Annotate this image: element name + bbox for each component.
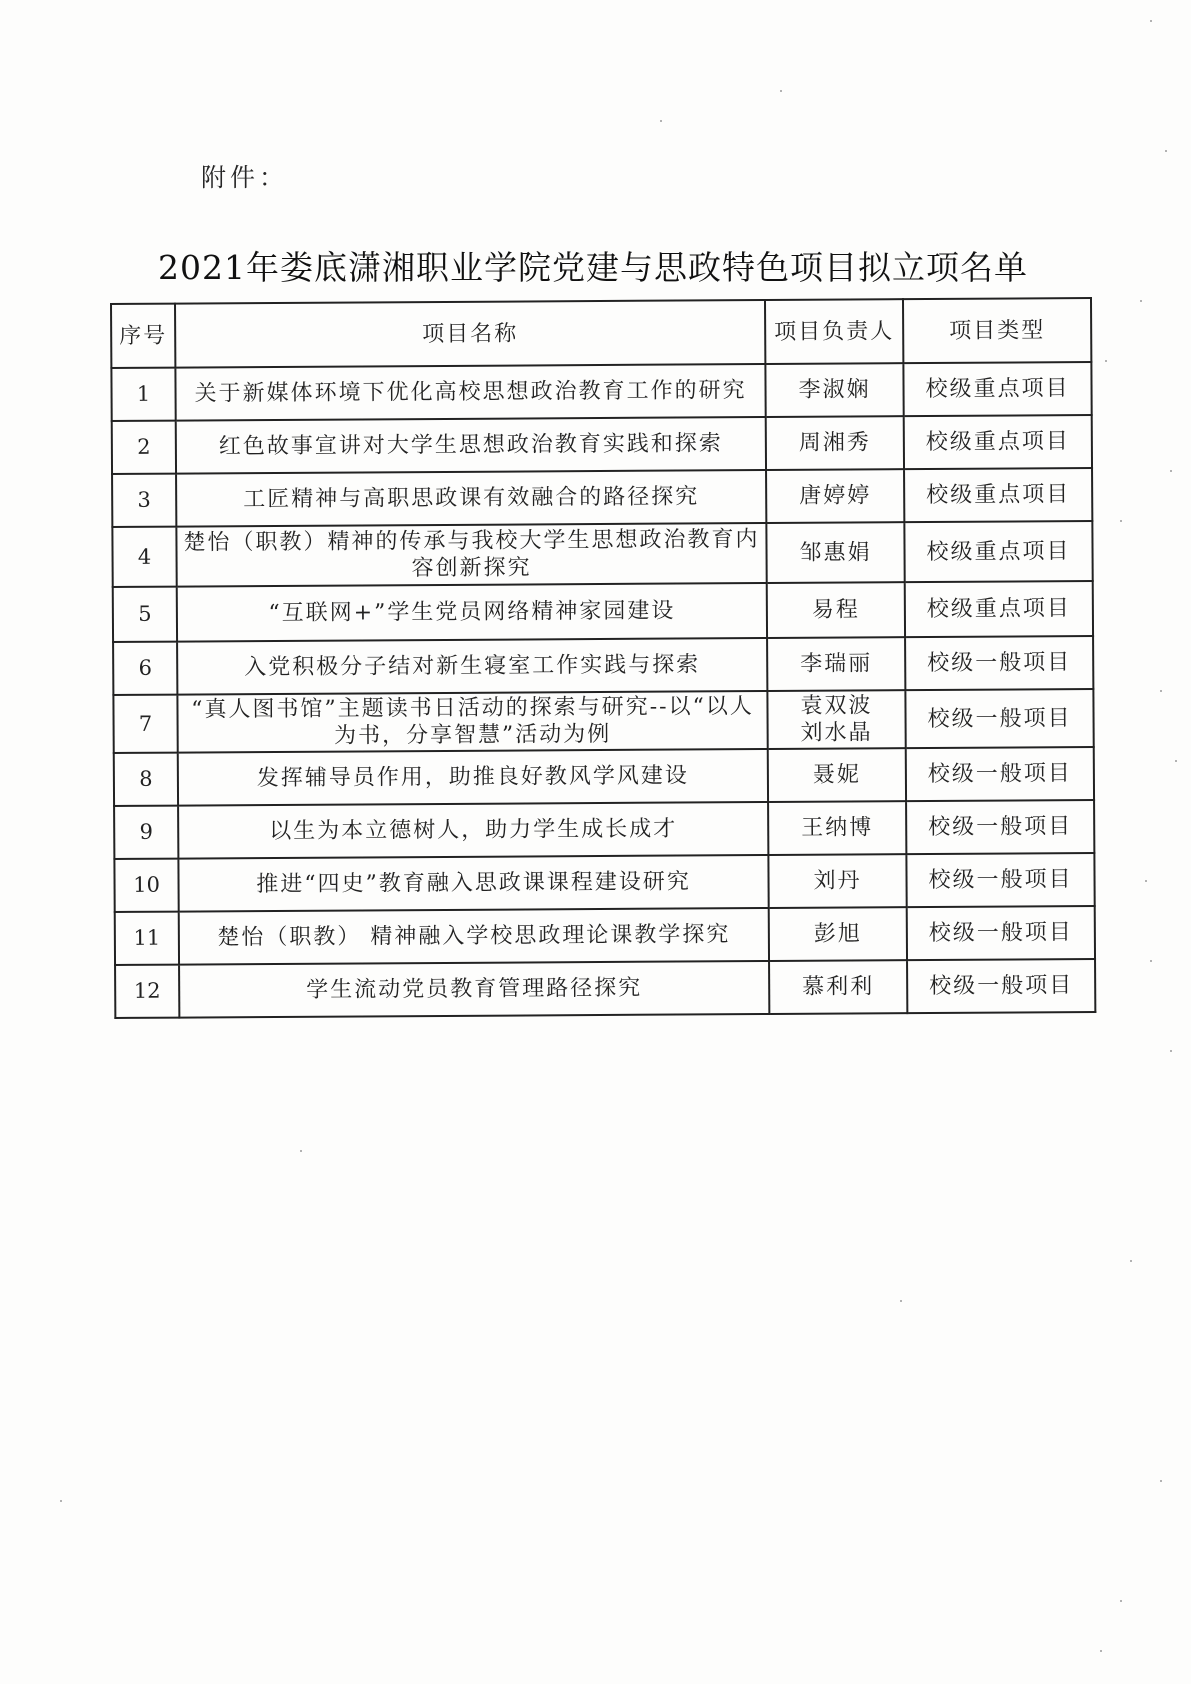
scan-speck: [1150, 960, 1152, 962]
cell-project-name: 楚怡（职教）精神的传承与我校大学生思想政治教育内容创新探究: [176, 523, 766, 587]
table-row: [115, 959, 1095, 1018]
table-row: [114, 747, 1094, 806]
scan-speck: [1100, 1650, 1102, 1652]
cell-leader: 李淑娴: [765, 363, 903, 417]
cell-no: 11: [115, 912, 179, 965]
cell-no: 9: [114, 806, 178, 859]
cell-project-type: 校级一般项目: [907, 959, 1095, 1013]
cell-no: 8: [114, 753, 178, 806]
cell-leader: [767, 690, 905, 749]
cell-project-name: 学生流动党员教育管理路径探究: [179, 961, 769, 1018]
header-project-type: 项目类型: [903, 298, 1091, 363]
cell-project-type: 校级重点项目: [905, 581, 1093, 637]
cell-leader: 邹惠娟: [766, 522, 904, 583]
table-row: [113, 581, 1093, 642]
cell-leader: 聂妮: [768, 748, 906, 802]
cell-project-name: 工匠精神与高职思政课有效融合的路径探究: [176, 470, 766, 527]
cell-project-name: 楚怡（职教） 精神融入学校思政理论课教学探究: [179, 908, 769, 965]
scan-speck: [1170, 1050, 1172, 1052]
cell-leader: 彭旭: [769, 907, 907, 961]
scan-speck: [900, 1300, 902, 1302]
table-header-row: [111, 298, 1091, 368]
table-row: [112, 415, 1092, 474]
cell-leader: 王纳博: [768, 801, 906, 855]
cell-project-type: 校级一般项目: [905, 636, 1093, 690]
cell-leader: 刘丹: [768, 854, 906, 908]
cell-no: 6: [113, 642, 177, 695]
scan-speck: [1120, 520, 1122, 522]
cell-project-name: 推进“四史”教育融入思政课课程建设研究: [178, 855, 768, 912]
scan-speck: [300, 1150, 302, 1152]
cell-project-name: “互联网+”学生党员网络精神家园建设: [177, 583, 767, 642]
cell-project-type: 校级重点项目: [904, 521, 1092, 582]
scan-speck: [1160, 690, 1162, 692]
scan-speck: [1140, 300, 1142, 302]
leader-name: 刘水晶: [800, 720, 873, 746]
cell-no: 2: [112, 421, 176, 474]
cell-leader: 李瑞丽: [767, 637, 905, 691]
cell-project-name: 关于新媒体环境下优化高校思想政治教育工作的研究: [175, 364, 765, 421]
cell-project-name: “真人图书馆”主题读书日活动的探索与研究--以“以人为书，分享智慧”活动为例: [177, 691, 767, 753]
scan-speck: [1120, 1600, 1122, 1602]
table-row: [112, 468, 1092, 527]
cell-no: 3: [112, 474, 176, 527]
table-row: [114, 853, 1094, 912]
scan-speck: [1105, 360, 1107, 362]
cell-project-type: 校级一般项目: [906, 747, 1094, 801]
cell-project-type: 校级一般项目: [907, 906, 1095, 960]
cell-project-type: 校级重点项目: [904, 468, 1092, 522]
table-row: [114, 800, 1094, 859]
table-body: [111, 362, 1095, 1018]
cell-no: 1: [111, 368, 175, 421]
cell-project-name: 发挥辅导员作用，助推良好教风学风建设: [178, 749, 768, 806]
cell-leader: 唐婷婷: [766, 469, 904, 523]
cell-no: 4: [112, 527, 176, 587]
scan-speck: [1165, 150, 1167, 152]
header-no: 序号: [111, 304, 175, 368]
scan-speck: [780, 90, 782, 92]
leader-name: 袁双波: [800, 693, 873, 719]
cell-project-name: 入党积极分子结对新生寝室工作实践与探索: [177, 638, 767, 695]
scan-speck: [660, 120, 662, 122]
cell-leader: 周湘秀: [766, 416, 904, 470]
header-leader: 项目负责人: [765, 299, 903, 364]
header-project-name: 项目名称: [175, 300, 765, 368]
cell-project-name: 红色故事宣讲对大学生思想政治教育实践和探索: [176, 417, 766, 474]
cell-project-type: 校级一般项目: [906, 800, 1094, 854]
scan-speck: [1150, 20, 1152, 22]
cell-no: 7: [113, 695, 177, 753]
scan-speck: [1175, 760, 1177, 762]
cell-leader: 易程: [767, 582, 905, 638]
cell-no: 10: [114, 859, 178, 912]
cell-project-type: 校级一般项目: [905, 689, 1093, 748]
table-row: [112, 521, 1092, 587]
table-row: [115, 906, 1095, 965]
table-row: [113, 636, 1093, 695]
cell-leader: 慕利利: [769, 960, 907, 1014]
attachment-label: 附件：: [201, 163, 289, 192]
cell-project-type: 校级重点项目: [903, 362, 1091, 416]
scan-speck: [1130, 1260, 1132, 1262]
project-table: [110, 297, 1096, 1019]
cell-project-name: 以生为本立德树人，助力学生成长成才: [178, 802, 768, 859]
table-row: [111, 362, 1091, 421]
scan-speck: [1170, 470, 1172, 472]
cell-project-type: 校级重点项目: [904, 415, 1092, 469]
document-title: 2021年娄底潇湘职业学院党建与思政特色项目拟立项名单: [158, 248, 1028, 287]
cell-project-type: 校级一般项目: [906, 853, 1094, 907]
cell-no: 12: [115, 965, 179, 1018]
scan-speck: [60, 1500, 62, 1502]
cell-no: 5: [113, 587, 177, 642]
table-row: [113, 689, 1093, 753]
scan-speck: [1145, 880, 1147, 882]
scan-speck: [1160, 1480, 1162, 1482]
